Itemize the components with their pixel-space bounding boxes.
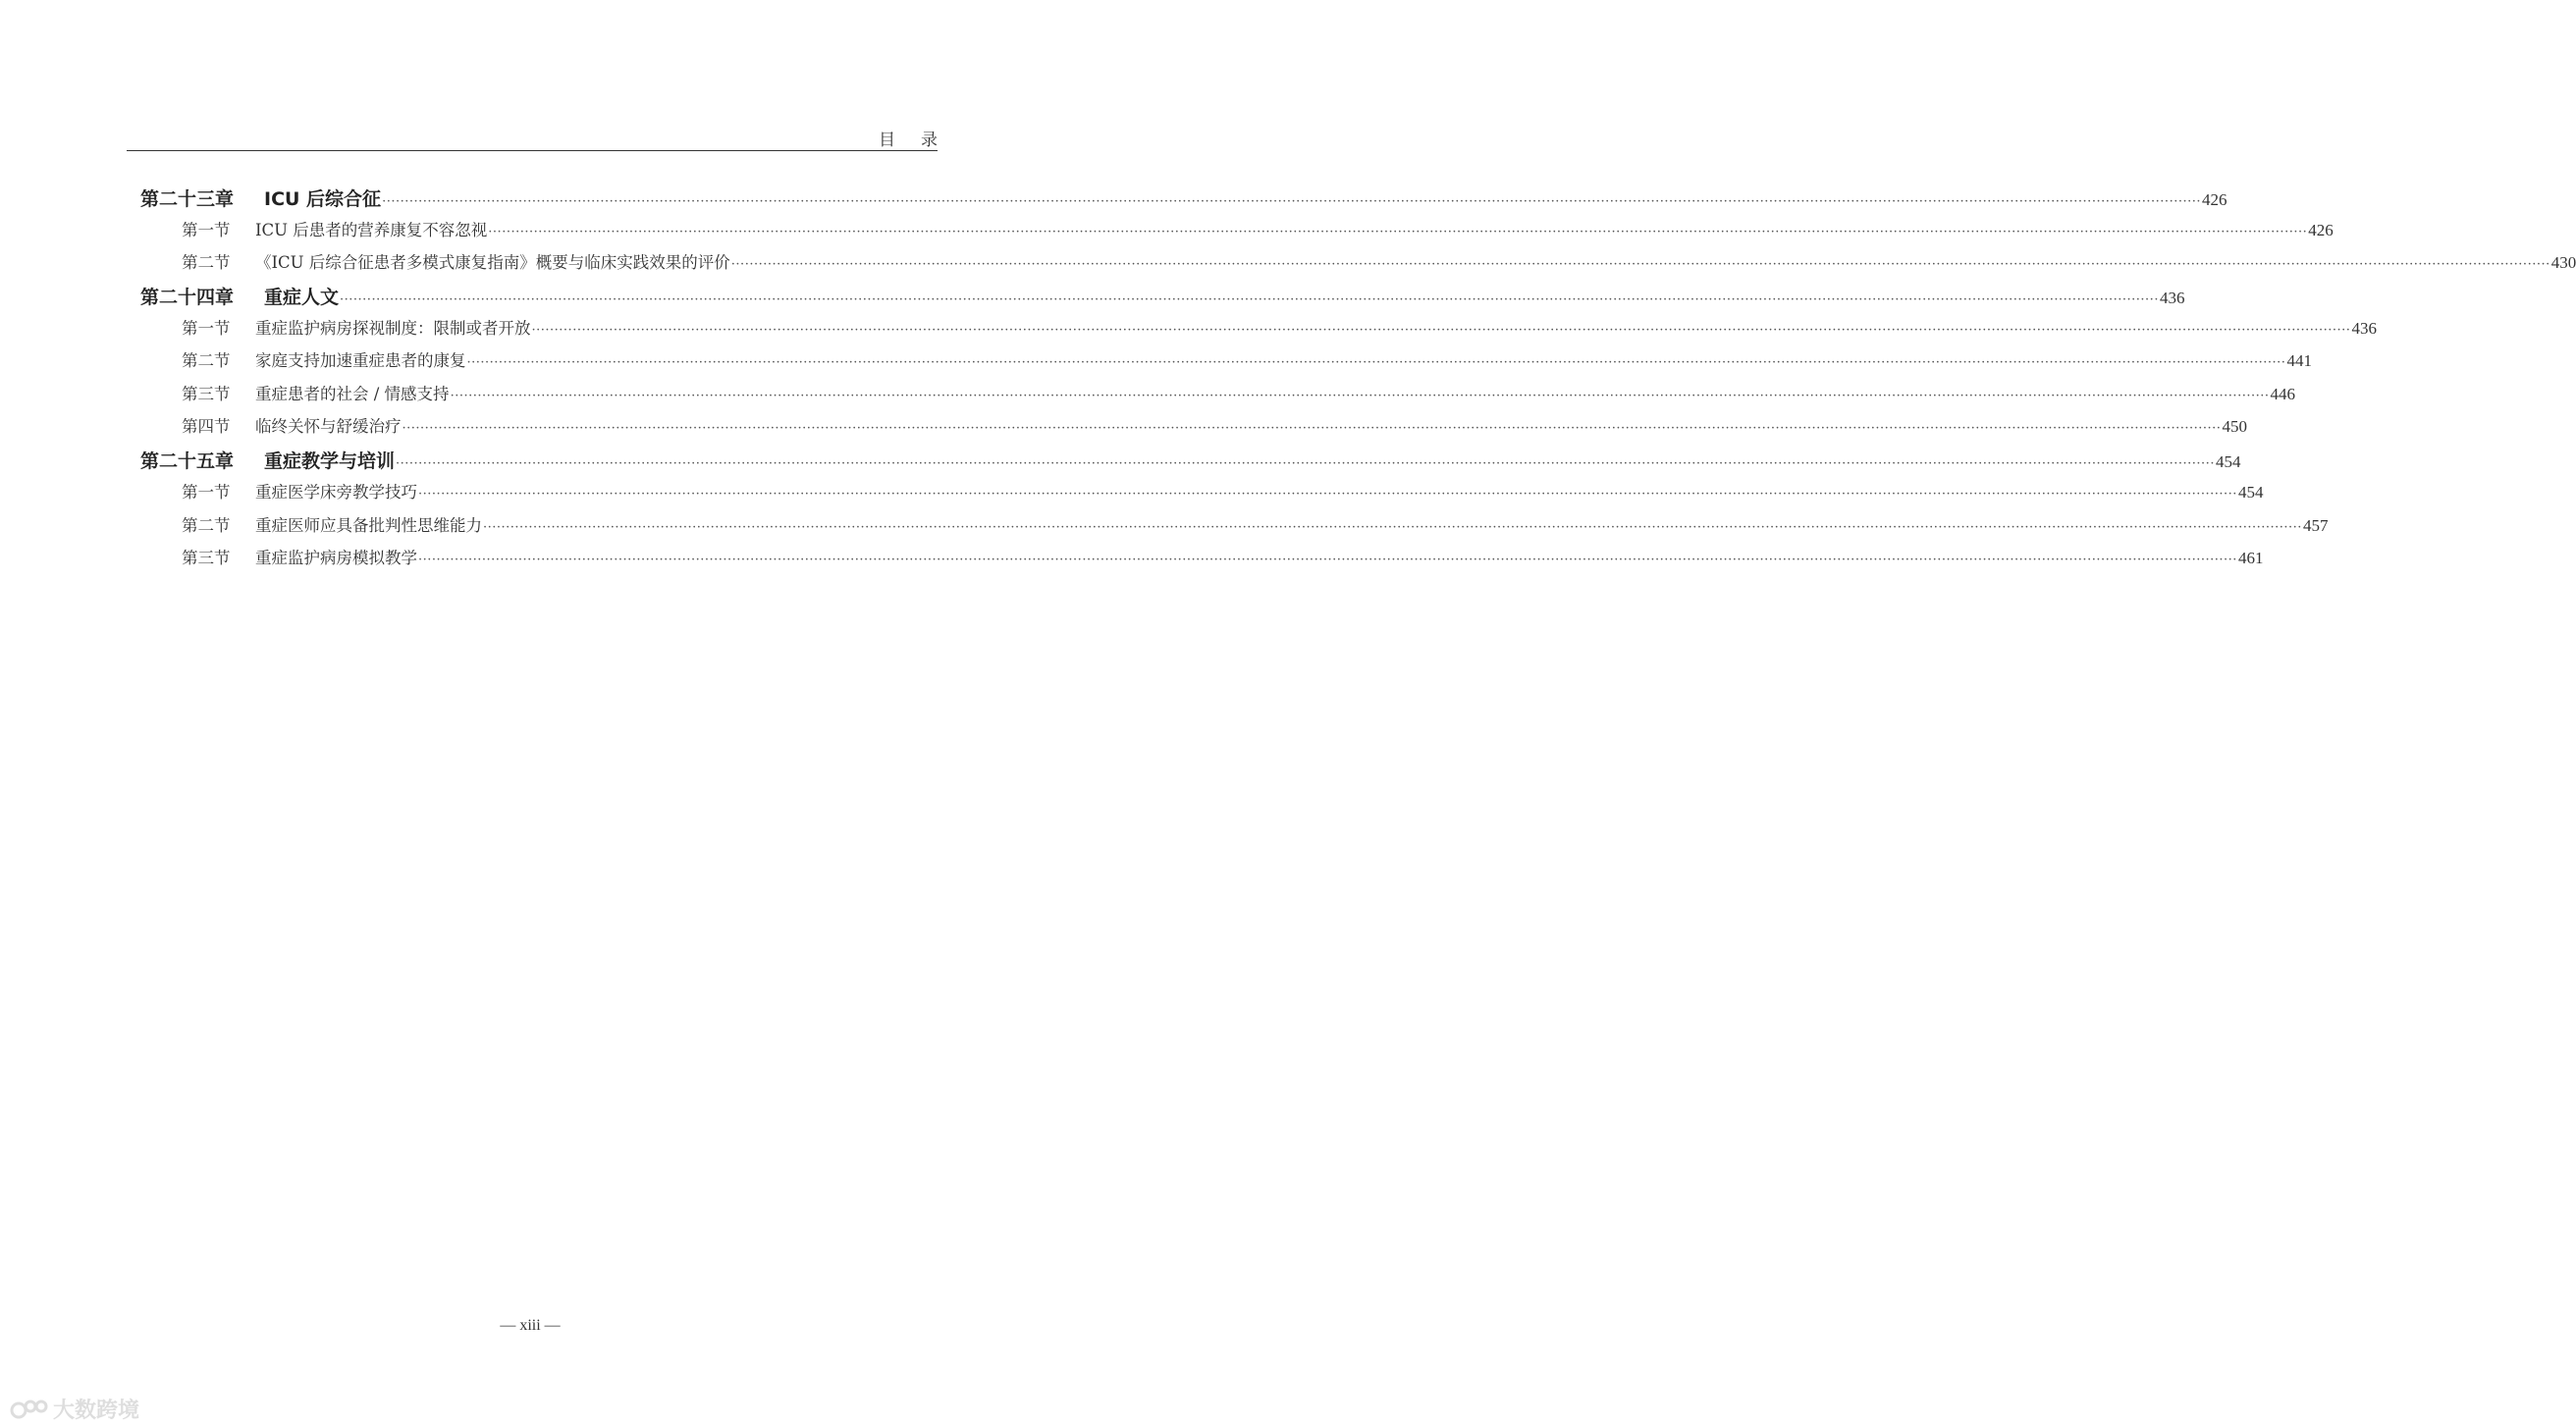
toc-entry-title: 重症医师应具备批判性思维能力 xyxy=(255,516,482,535)
toc-leader-dots: ················································································································································································································································································································································································································ xyxy=(396,456,2215,471)
toc-entry-title: 重症人文 xyxy=(264,287,340,308)
toc-leader-dots: ················································································································································································································································································································································································································ xyxy=(418,487,2237,502)
toc-leader-dots: ················································································································································································································································································································································································································ xyxy=(466,355,2286,370)
toc-entry-title: ICU 后综合征 xyxy=(264,188,382,210)
watermark xyxy=(10,1394,139,1424)
toc-entry-number: 第三节 xyxy=(182,385,231,403)
toc-entry-label xyxy=(140,283,339,309)
toc-section-row xyxy=(140,249,2576,273)
toc-section-row xyxy=(140,479,2264,502)
toc-entry-number: 第二十五章 xyxy=(140,450,235,472)
toc-section-row xyxy=(140,512,2329,536)
toc-leader-dots: ················································································································································································································································································································································································································ xyxy=(382,194,2201,209)
toc-section-row xyxy=(140,315,2377,339)
running-header-title: 目录 xyxy=(879,131,963,150)
toc-entry-number: 第一节 xyxy=(182,319,231,338)
toc-entry-title: 重症监护病房模拟教学 xyxy=(255,549,417,567)
toc-entry-label xyxy=(140,447,395,473)
toc-page-number: 426 xyxy=(2308,221,2334,239)
toc-entry-label xyxy=(140,185,381,211)
watermark-text: 大数跨境 xyxy=(53,1399,140,1423)
toc-section-row xyxy=(140,381,2295,404)
toc-entry-number: 第二十三章 xyxy=(140,188,235,210)
toc-leader-dots: ················································································································································································································································································································································································································ xyxy=(418,553,2237,567)
toc-entry-label xyxy=(182,413,402,437)
toc-chapter-row xyxy=(140,185,2227,211)
toc-section-row xyxy=(140,413,2247,437)
toc-entry-number: 第四节 xyxy=(182,417,231,436)
toc-entry-label xyxy=(182,249,730,273)
toc-page-number: 436 xyxy=(2159,289,2185,307)
toc-leader-dots: ················································································································································································································································································································································································································ xyxy=(450,389,2270,403)
toc-page-number: 457 xyxy=(2302,516,2329,535)
toc-entry-title: 临终关怀与舒缓治疗 xyxy=(255,417,402,436)
toc-entry-label xyxy=(182,479,417,502)
page-number: — xiii — xyxy=(500,1317,561,1334)
toc-entry-label xyxy=(182,217,487,240)
toc-entry-label xyxy=(182,347,466,371)
toc-entry-number: 第一节 xyxy=(182,483,231,502)
toc-leader-dots: ················································································································································································································································································································································································································ xyxy=(730,257,2550,272)
toc-leader-dots: ················································································································································································································································································································································································································ xyxy=(531,323,2351,338)
toc-entry-label xyxy=(182,545,417,568)
toc-entry-title: 重症患者的社会 / 情感支持 xyxy=(255,385,450,403)
toc-page-number: 454 xyxy=(2237,483,2264,502)
toc-page-number: 441 xyxy=(2286,351,2312,370)
toc-entry-number: 第一节 xyxy=(182,221,231,239)
toc-page-number: 426 xyxy=(2202,190,2227,209)
toc-page-number: 454 xyxy=(2215,452,2241,471)
toc-entry-number: 第三节 xyxy=(182,549,231,567)
toc-entry-number: 第二十四章 xyxy=(140,287,235,308)
toc-page-number: 430 xyxy=(2550,253,2576,272)
toc-page-number: 436 xyxy=(2351,319,2377,338)
toc-entry-title: 重症教学与培训 xyxy=(264,450,396,472)
toc-chapter-row xyxy=(140,447,2241,473)
toc-leader-dots: ················································································································································································································································································································································································································ xyxy=(340,292,2159,307)
header-rule xyxy=(127,150,938,151)
watermark-logo-icon xyxy=(10,1397,49,1422)
toc-entry-label xyxy=(182,315,531,339)
toc-page-number: 461 xyxy=(2237,549,2264,567)
toc-entry-label xyxy=(182,512,482,536)
toc-chapter-row xyxy=(140,283,2185,309)
toc-page-number: 446 xyxy=(2270,385,2295,403)
toc-section-row xyxy=(140,347,2312,371)
toc-entry-title: 重症医学床旁教学技巧 xyxy=(255,483,417,502)
toc-entry-number: 第二节 xyxy=(182,253,231,272)
toc-page-number: 450 xyxy=(2222,417,2247,436)
toc-section-row xyxy=(140,545,2264,568)
toc-leader-dots: ················································································································································································································································································································································································································ xyxy=(483,520,2302,535)
toc-entry-title: 家庭支持加速重症患者的康复 xyxy=(255,351,466,370)
toc-section-row xyxy=(140,217,2334,240)
toc-entry-title: 《ICU 后综合征患者多模式康复指南》概要与临床实践效果的评价 xyxy=(255,253,730,272)
toc-entry-title: 重症监护病房探视制度：限制或者开放 xyxy=(255,319,531,338)
toc-leader-dots: ················································································································································································································································································································································································································ xyxy=(488,225,2308,239)
toc-entry-number: 第二节 xyxy=(182,516,231,535)
toc-entry-number: 第二节 xyxy=(182,351,231,370)
toc-entry-label xyxy=(182,381,450,404)
toc-entry-title: ICU 后患者的营养康复不容忽视 xyxy=(255,221,488,239)
toc-leader-dots: ················································································································································································································································································································································································································ xyxy=(402,421,2222,436)
